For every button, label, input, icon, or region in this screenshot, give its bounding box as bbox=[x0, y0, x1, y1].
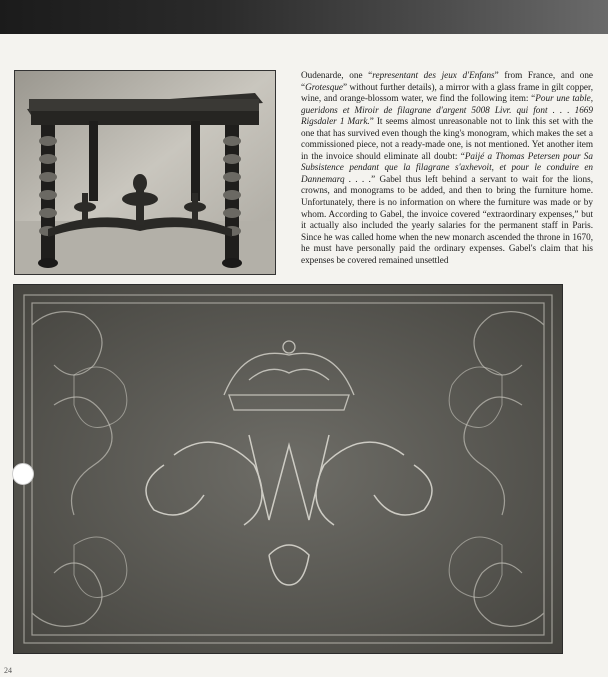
punch-hole bbox=[12, 463, 34, 485]
top-dark-band bbox=[0, 0, 608, 34]
article-paragraph: Oudenarde, one “representant des jeux d'Enfans” from France, and one “Grotesque” without further details), a mirror with a glass frame in gilt copper, wine, and orange-blossom water, we find the following item: “Pour une table, gueridons et Miroir de filagrane d'argent 5008 Livr. qui font . . . 1669 Rigsdaler 1 Mark.” It seems almost unreasonable not to link this set with the one that has survived even though the king's monogram, which makes the set a commissioned piece, not a ready-made one, is not mentioned. Yet another item in the invoice should eliminate all doubt: “Paijé a Thomas Petersen pour Sa Subsistence pendant que la filagrane s'axhevoit, et pour le conduire en Dannemarq . . . .” Gabel thus left behind a servant to wait for the lions, crowns, and monograms to be added, and then to bring the furniture home. Unfortunately, there is no information on where the furniture was made or by whom. According to Gabel, the invoice covered “extraordinary expenses,” but it actually also included the yearly salaries for the permanent staff in Paris. Since he was called home when the new monarch ascended the throne in 1670, he must have personally paid the ordinary expenses. Gabel's claim that his expenses be covered remained unsettled bbox=[301, 70, 593, 265]
article-text bbox=[301, 70, 593, 278]
tabletop-photo bbox=[13, 284, 563, 654]
page-number: 24 bbox=[4, 666, 12, 675]
table-photo bbox=[14, 70, 276, 275]
